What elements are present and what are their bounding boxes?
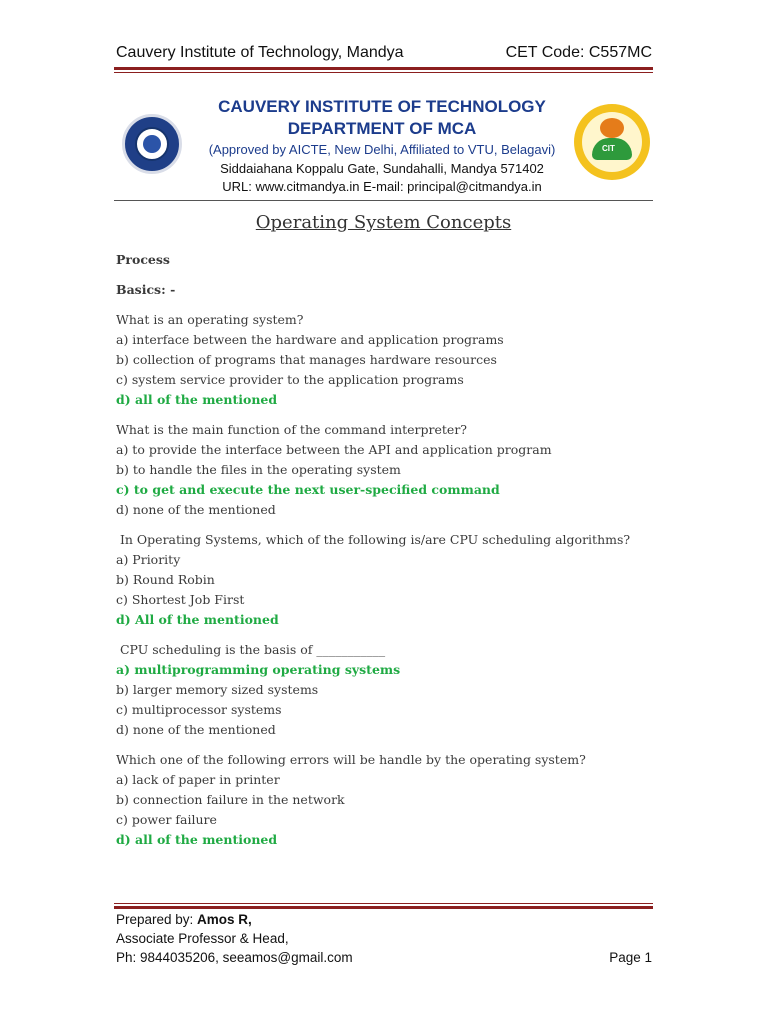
question-text: CPU scheduling is the basis of ___________ (116, 642, 386, 657)
question-block (116, 640, 652, 740)
institute-logo-icon (574, 104, 650, 180)
option: b) connection failure in the network (116, 792, 345, 807)
prepared-label: Prepared by: (116, 912, 198, 927)
option: b) to handle the files in the operating system (116, 462, 401, 477)
correct-option: d) All of the mentioned (116, 612, 279, 627)
banner-line-address: Siddaiahana Koppalu Gate, Sundahalli, Mandya 571402 (220, 161, 544, 176)
header-rule-thin (114, 72, 653, 73)
correct-option: a) multiprogramming operating systems (116, 662, 401, 677)
banner-line-department: DEPARTMENT OF MCA (287, 119, 477, 138)
question-block (116, 530, 652, 630)
option: a) interface between the hardware and application programs (116, 332, 504, 347)
author-designation: Associate Professor & Head, (116, 931, 289, 946)
prepared-by (116, 910, 652, 929)
option: c) multiprocessor systems (116, 702, 282, 717)
banner-line-institute: CAUVERY INSTITUTE OF TECHNOLOGY (218, 97, 546, 116)
section-heading: Process (116, 252, 170, 267)
document-title: Operating System Concepts (255, 212, 512, 233)
option: b) Round Robin (116, 572, 215, 587)
question-text: What is an operating system? (116, 312, 304, 327)
question-block (116, 420, 652, 520)
question-text: In Operating Systems, which of the following is/are CPU scheduling algorithms? (116, 532, 631, 547)
option: b) collection of programs that manages hardware resources (116, 352, 497, 367)
option: d) none of the mentioned (116, 722, 276, 737)
option: a) to provide the interface between the API and application program (116, 442, 552, 457)
header-rule-thick (114, 67, 653, 70)
option: b) larger memory sized systems (116, 682, 319, 697)
question-block (116, 310, 652, 410)
question-text: What is the main function of the command interpreter? (116, 422, 468, 437)
option: c) Shortest Job First (116, 592, 245, 607)
question-block (116, 750, 652, 850)
author-contact: Ph: 9844035206, seeamos@gmail.com (116, 950, 353, 965)
correct-option: d) all of the mentioned (116, 392, 278, 407)
author-name: Amos R, (197, 912, 252, 927)
banner-rule (114, 200, 653, 201)
banner-line-contact: URL: www.citmandya.in E-mail: principal@citmandya.in (222, 179, 542, 194)
footer-rule-thick (114, 906, 653, 909)
page-number: Page 1 (609, 950, 652, 965)
option: d) none of the mentioned (116, 502, 276, 517)
page-footer (116, 910, 652, 967)
page-header (116, 44, 652, 68)
institute-banner (116, 92, 652, 200)
subsection-heading: Basics: - (116, 282, 176, 297)
option: c) power failure (116, 812, 217, 827)
option: a) Priority (116, 552, 181, 567)
document-body (116, 250, 652, 850)
option: a) lack of paper in printer (116, 772, 280, 787)
correct-option: d) all of the mentioned (116, 832, 278, 847)
footer-rule-thin (114, 903, 653, 904)
banner-text (202, 96, 562, 196)
correct-option: c) to get and execute the next user-specified command (116, 482, 500, 497)
logo-text: CIT (602, 144, 615, 153)
header-cet-code: CET Code: C557MC (505, 44, 652, 61)
question-text: Which one of the following errors will be handle by the operating system? (116, 752, 586, 767)
header-institute: Cauvery Institute of Technology, Mandya (116, 44, 404, 61)
banner-line-approval: (Approved by AICTE, New Delhi, Affiliated to VTU, Belagavi) (208, 142, 556, 157)
department-seal-icon (122, 114, 182, 174)
option: c) system service provider to the application programs (116, 372, 464, 387)
